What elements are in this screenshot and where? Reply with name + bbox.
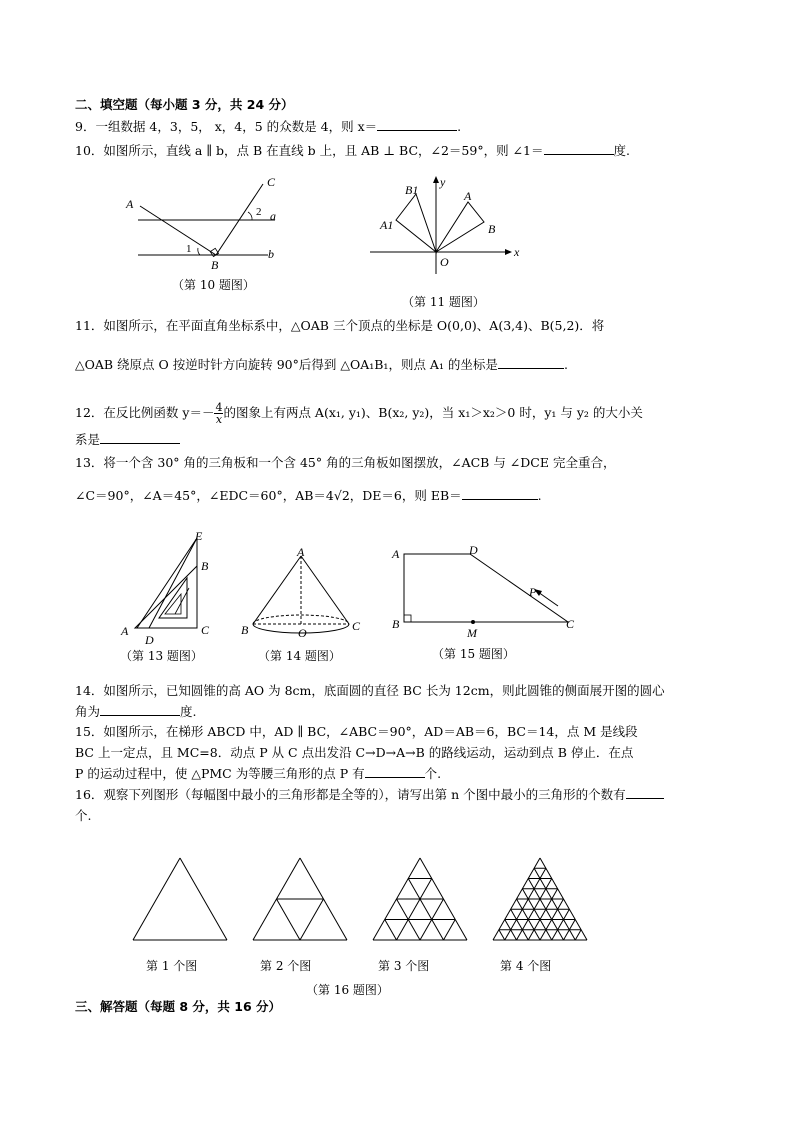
label-B: B <box>211 258 219 272</box>
grid-line <box>575 930 581 940</box>
caption-figure-13: （第 13 题图） <box>120 649 203 663</box>
label-B: B <box>488 222 496 236</box>
segment-DE <box>149 538 197 628</box>
question-16-line1 <box>75 787 664 803</box>
section-title: 二、填空题（每小题 3 分，共 24 分） <box>75 97 294 112</box>
question-11-line1: 11．如图所示，在平面直角坐标系中，△OAB 三个顶点的坐标是 O(0,0)、A(3,4)、B(5,2)．将 <box>75 318 605 333</box>
answer-blank-11[interactable] <box>498 357 564 369</box>
caption-figure-10: （第 10 题图） <box>172 278 255 292</box>
triangle-pattern-1 <box>133 858 227 940</box>
answer-blank-15[interactable] <box>365 766 425 778</box>
label-1: 1 <box>186 243 192 255</box>
answer-blank-10[interactable] <box>544 143 614 155</box>
label-A1: A1 <box>380 218 394 232</box>
triangle-pattern-2 <box>253 858 347 940</box>
label-C: C <box>201 623 210 637</box>
figure-16-label-1: 第 1 个图 <box>146 959 198 973</box>
question-13-end: . <box>537 488 542 503</box>
grid-line <box>397 879 432 941</box>
right-angle-mark <box>404 615 411 622</box>
question-12-line1 <box>75 398 643 428</box>
question-16-line2: 个. <box>75 808 92 823</box>
grid-line <box>277 899 301 940</box>
figure-16-label-3: 第 3 个图 <box>378 959 430 973</box>
triangle-OAB <box>436 202 484 252</box>
grid-line <box>444 920 456 941</box>
angle-2-arc <box>248 212 252 220</box>
label-B: B <box>201 559 209 573</box>
grid-line <box>180 858 227 940</box>
label-C: C <box>566 617 575 631</box>
section-title-3: 三、解答题（每题 8 分，共 16 分） <box>75 999 282 1014</box>
answer-blank-12[interactable] <box>100 432 180 444</box>
question-15-end: 个. <box>424 766 442 781</box>
question-13-line2 <box>75 488 542 504</box>
grid-line <box>300 899 324 940</box>
question-12-text: 系是 <box>75 432 101 447</box>
label-2: 2 <box>256 206 262 218</box>
question-14-text: 角为 <box>75 704 101 719</box>
question-13-text: ∠C＝90°，∠A＝45°，∠EDC＝60°，AB＝4√2，DE＝6，则 EB＝ <box>75 488 462 503</box>
grid-line <box>528 889 557 940</box>
label-A: A <box>126 197 134 211</box>
label-C: C <box>267 175 276 189</box>
motion-arrow-line <box>538 592 558 606</box>
grid-line <box>534 868 575 940</box>
grid-line <box>522 889 551 940</box>
question-14-line1: 14．如图所示，已知圆锥的高 AO 为 8cm，底面圆的直径 BC 长为 12cm，则此圆锥的侧面展开图的圆心 <box>75 683 665 698</box>
question-11-line2 <box>75 357 568 373</box>
figure-10 <box>120 172 290 272</box>
triangle-OA1B1 <box>396 194 436 252</box>
x-axis-arrow <box>505 249 512 255</box>
answer-blank-13[interactable] <box>462 488 538 500</box>
cone-side-right <box>301 556 349 624</box>
label-B1: B1 <box>405 183 419 197</box>
figure-15 <box>386 542 582 642</box>
grid-line <box>133 858 180 940</box>
angle-1-arc <box>198 248 200 255</box>
label-D: D <box>469 543 478 557</box>
figure-14 <box>236 546 366 642</box>
grid-line <box>499 930 505 940</box>
question-12-suffix: 的图象上有两点 A(x₁, y₁)、B(x₂, y₂)，当 x₁＞x₂＞0 时，y₁ 与 y₂ 的大小关 <box>223 405 643 420</box>
caption-figure-15: （第 15 题图） <box>432 647 515 661</box>
answer-blank-14[interactable] <box>100 704 180 716</box>
question-12-line2 <box>75 432 180 448</box>
inner-triangle <box>165 594 181 614</box>
cone-side-left <box>253 556 301 624</box>
triangle-30 <box>137 538 197 628</box>
label-A: A <box>464 189 472 203</box>
answer-blank-16[interactable] <box>626 787 664 799</box>
question-9-text: 9．一组数据 4，3，5， x，4，5 的众数是 4，则 x＝ <box>75 119 378 134</box>
label-x: x <box>514 245 520 259</box>
question-11-text: △OAB 绕原点 O 按逆时针方向旋转 90°后得到 △OA₁B₁，则点 A₁ 的坐标是 <box>75 357 498 372</box>
grid-line <box>408 879 443 941</box>
question-15-line3 <box>75 766 441 782</box>
question-9-end: . <box>457 119 462 134</box>
figure-13 <box>115 528 220 646</box>
fraction-numerator: 4 <box>215 401 223 414</box>
figure-16-label-4: 第 4 个图 <box>500 959 552 973</box>
label-E: E <box>195 529 203 543</box>
trapezoid-ABCD <box>404 554 568 622</box>
label-A: A <box>121 624 129 638</box>
label-b: b <box>268 247 274 261</box>
question-10-text: 10．如图所示，直线 a ∥ b，点 B 在直线 b 上，且 AB ⊥ BC，∠2＝59°，则 ∠1＝ <box>75 143 544 158</box>
label-B: B <box>392 617 400 631</box>
label-A: A <box>392 547 400 561</box>
triangle-pattern-4 <box>493 858 587 940</box>
label-O: O <box>298 626 307 640</box>
label-O: O <box>440 255 449 269</box>
triangle-pattern-3 <box>373 858 467 940</box>
label-C: C <box>352 619 361 633</box>
figure-11 <box>368 172 528 290</box>
question-11-end: . <box>563 357 568 372</box>
label-y: y <box>440 175 446 189</box>
answer-blank-9[interactable] <box>377 119 457 131</box>
figure-16-label-2: 第 2 个图 <box>260 959 312 973</box>
question-15-text: P 的运动过程中，使 △PMC 为等腰三角形的点 P 有 <box>75 766 365 781</box>
y-axis-arrow <box>433 176 439 183</box>
caption-figure-16: （第 16 题图） <box>306 983 389 997</box>
label-A: A <box>297 546 305 559</box>
question-13-line1: 13．将一个含 30° 角的三角板和一个含 45° 角的三角板如图摆放，∠ACB 与 ∠DCE 完全重合， <box>75 455 616 470</box>
question-14-line2 <box>75 704 197 720</box>
segment-AB <box>140 206 216 255</box>
caption-figure-14: （第 14 题图） <box>258 649 341 663</box>
label-D: D <box>145 633 154 646</box>
question-15-line2: BC 上一定点，且 MC=8．动点 P 从 C 点出发沿 C→D→A→B 的路线运动，运动到点 B 停止．在点 <box>75 745 634 760</box>
caption-figure-11: （第 11 题图） <box>402 295 485 309</box>
question-14-end: 度. <box>180 704 197 719</box>
question-9 <box>75 119 461 135</box>
fraction-denominator: x <box>215 413 223 426</box>
point-M <box>471 620 475 624</box>
question-16-text: 16．观察下列图形（每幅图中最小的三角形都是全等的），请写出第 n 个图中最小的三角形的个数有 <box>75 787 626 802</box>
figure-16 <box>120 850 600 950</box>
question-10-end: 度. <box>613 143 630 158</box>
grid-line <box>385 920 397 941</box>
question-12-prefix: 12．在反比例函数 y＝－ <box>75 405 215 420</box>
label-P: P <box>529 585 537 599</box>
grid-line <box>505 868 546 940</box>
question-10 <box>75 143 630 159</box>
label-M: M <box>467 626 477 640</box>
label-a: a <box>270 209 276 223</box>
question-15-line1: 15．如图所示，在梯形 ABCD 中，AD ∥ BC，∠ABC＝90°，AD＝AB＝6，BC＝14，点 M 是线段 <box>75 724 638 739</box>
label-B: B <box>241 623 249 637</box>
